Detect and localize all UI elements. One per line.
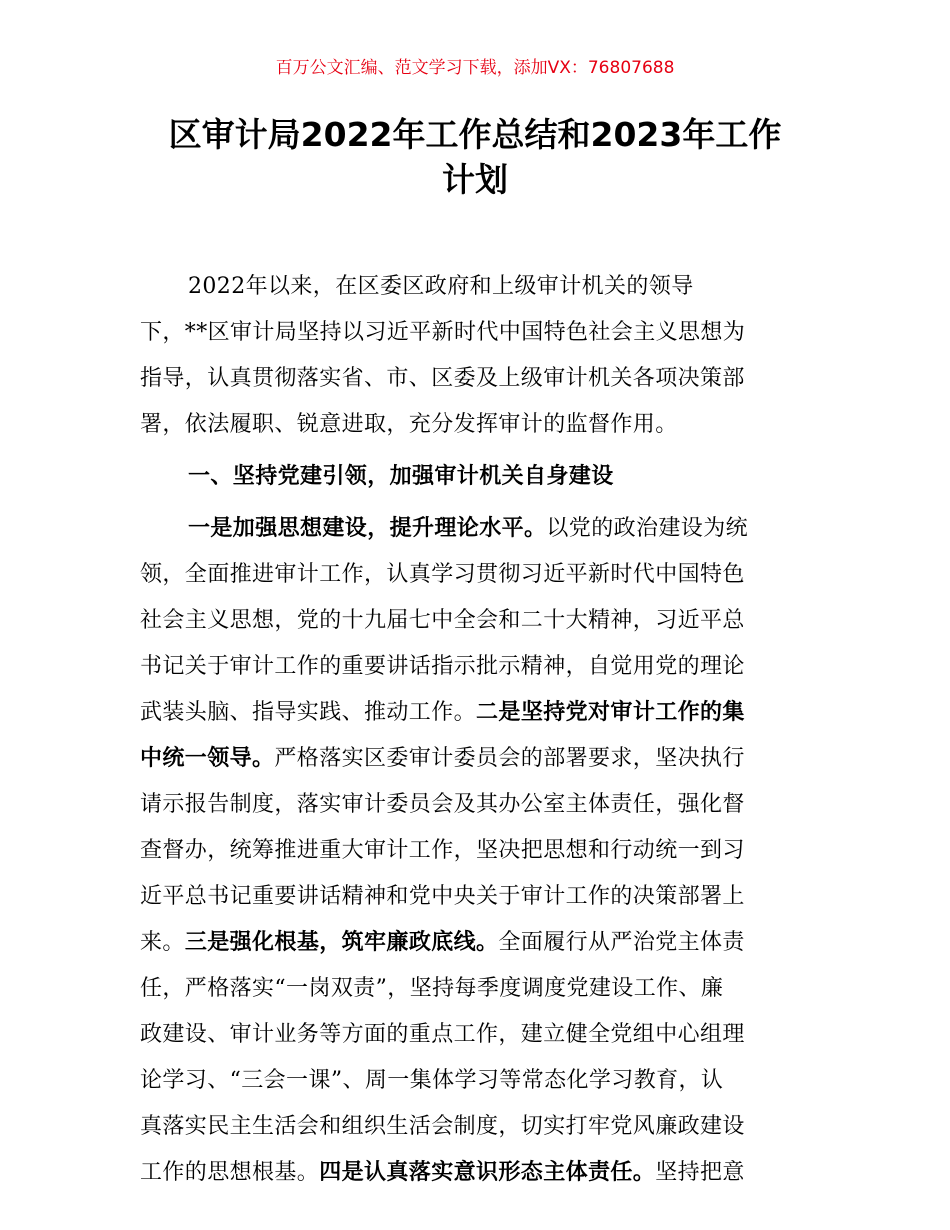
paragraph-line (140, 920, 812, 966)
text-run: 下，**区审计局坚持以习近平新时代中国特色社会主义思想为 (140, 320, 746, 345)
paragraph-line (140, 552, 812, 598)
document-title-line-1: 区审计局2022年工作总结和2023年工作 (168, 115, 782, 154)
text-run: 武装头脑、指导实践、推动工作。 (140, 700, 477, 725)
text-run: 查督办，统筹推进重大审计工作，坚决把思想和行动统一到习 (140, 838, 745, 863)
text-run: 工作的思想根基。 (140, 1160, 320, 1185)
bold-run: 一是加强思想建设，提升理论水平。 (188, 516, 547, 541)
paragraph-line (140, 402, 812, 448)
paragraph-line (140, 1012, 812, 1058)
paragraph-line (140, 874, 812, 920)
text-run: 请示报告制度，落实审计委员会及其办公室主体责任，强化督 (140, 792, 745, 817)
bold-run: 中统一领导。 (140, 746, 275, 771)
header-note: 百万公文汇编、范文学习下载，添加VX：76807688 (275, 58, 675, 78)
text-run: 真落实民主生活会和组织生活会制度，切实打牢党风廉政建设 (140, 1114, 745, 1139)
text-run: 以党的政治建设为统 (546, 516, 749, 541)
text-run: 论学习、“三会一课”、周一集体学习等常态化学习教育，认 (140, 1068, 724, 1093)
document-title-line-2: 计划 (442, 160, 508, 199)
text-run: 社会主义思想，党的十九届七中全会和二十大精神，习近平总 (140, 608, 745, 633)
text-run: 书记关于审计工作的重要讲话指示批示精神，自觉用党的理论 (140, 654, 745, 679)
document-body (140, 264, 812, 1196)
text-run: 2022年以来，在区委区政府和上级审计机关的领导 (188, 274, 694, 299)
text-run: 任，严格落实“一岗双责”，坚持每季度调度党建设工作、廉 (140, 976, 724, 1001)
paragraph-line (140, 1058, 812, 1104)
text-run: 指导，认真贯彻落实省、市、区委及上级审计机关各项决策部 (140, 366, 745, 391)
text-run: 来。 (140, 930, 185, 955)
text-run: 署，依法履职、锐意进取，充分发挥审计的监督作用。 (140, 412, 678, 437)
paragraph-line (140, 690, 812, 736)
paragraph-line (140, 736, 812, 782)
paragraph-line (140, 310, 812, 356)
paragraph-line (140, 598, 812, 644)
text-run: 领，全面推进审计工作，认真学习贯彻习近平新时代中国特色 (140, 562, 745, 587)
bold-run: 三是强化根基，筑牢廉政底线。 (184, 930, 499, 955)
paragraph-line (140, 264, 812, 310)
text-run: 全面履行从严治党主体责 (498, 930, 745, 955)
paragraph-line (140, 356, 812, 402)
bold-run: 二是坚持党对审计工作的集 (476, 700, 745, 725)
paragraph-line (140, 1104, 812, 1150)
text-run: 严格落实区委审计委员会的部署要求，坚决执行 (274, 746, 745, 771)
paragraph-line (140, 506, 812, 552)
text-run: 近平总书记重要讲话精神和党中央关于审计工作的决策部署上 (140, 884, 745, 909)
section-heading-text: 一、坚持党建引领，加强审计机关自身建设 (188, 464, 614, 489)
paragraph-line (140, 828, 812, 874)
paragraph-line (140, 782, 812, 828)
section-heading (140, 454, 812, 500)
text-run: 政建设、审计业务等方面的重点工作，建立健全党组中心组理 (140, 1022, 745, 1047)
paragraph-line (140, 966, 812, 1012)
bold-run: 四是认真落实意识形态主体责任。 (319, 1160, 656, 1185)
text-run: 坚持把意 (655, 1160, 745, 1185)
paragraph-line (140, 1150, 812, 1196)
paragraph-line (140, 644, 812, 690)
